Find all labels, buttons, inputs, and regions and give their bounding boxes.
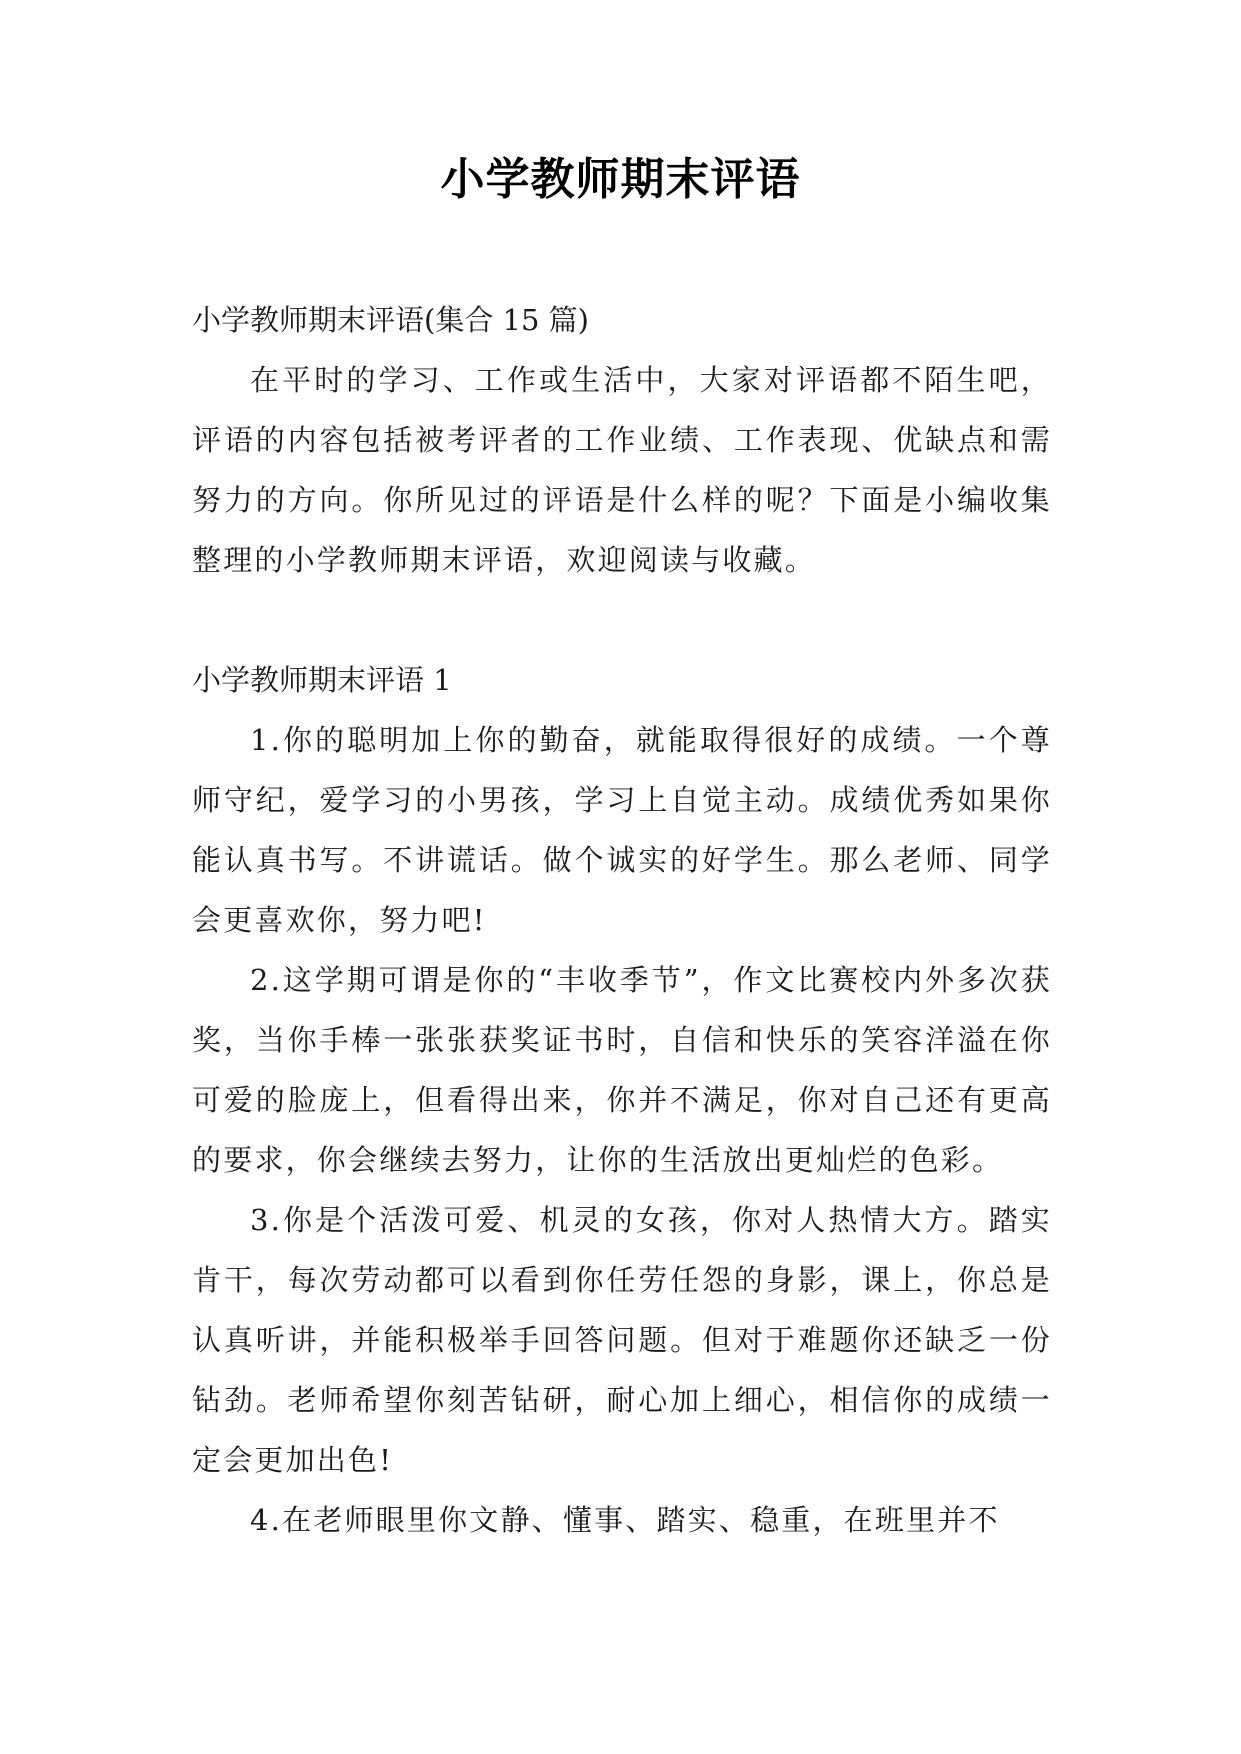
comment-item-3: 3.你是个活泼可爱、机灵的女孩，你对人热情大方。踏实肯干，每次劳动都可以看到你任劳任怨的身影，课上，你总是认真听讲，并能积极举手回答问题。但对于难题你还缺乏一份钻劲。老师希望你刻苦钻研，耐心加上细心，相信你的成绩一定会更加出色! xyxy=(192,1203,1052,1477)
document-body xyxy=(192,290,1052,1550)
section-spacer xyxy=(192,590,1052,650)
comment-item-2: 2.这学期可谓是你的“丰收季节”，作文比赛校内外多次获奖，当你手棒一张张获奖证书时，自信和快乐的笑容洋溢在你可爱的脸庞上，但看得出来，你并不满足，你对自己还有更高的要求，你会继续去努力，让你的生活放出更灿烂的色彩。 xyxy=(192,963,1052,1177)
comment-item-1: 1.你的聪明加上你的勤奋，就能取得很好的成绩。一个尊师守纪，爱学习的小男孩，学习上自觉主动。成绩优秀如果你能认真书写。不讲谎话。做个诚实的好学生。那么老师、同学会更喜欢你，努力吧! xyxy=(192,723,1052,937)
section-heading: 小学教师期末评语 1 xyxy=(192,663,452,697)
document-subtitle: 小学教师期末评语(集合 15 篇) xyxy=(192,303,589,337)
comment-item-4: 4.在老师眼里你文静、懂事、踏实、稳重，在班里并不 xyxy=(250,1503,1000,1537)
intro-paragraph: 在平时的学习、工作或生活中，大家对评语都不陌生吧，评语的内容包括被考评者的工作业绩、工作表现、优缺点和需努力的方向。你所见过的评语是什么样的呢？下面是小编收集整理的小学教师期末评语，欢迎阅读与收藏。 xyxy=(192,363,1052,577)
document-title: 小学教师期末评语 xyxy=(440,154,801,205)
